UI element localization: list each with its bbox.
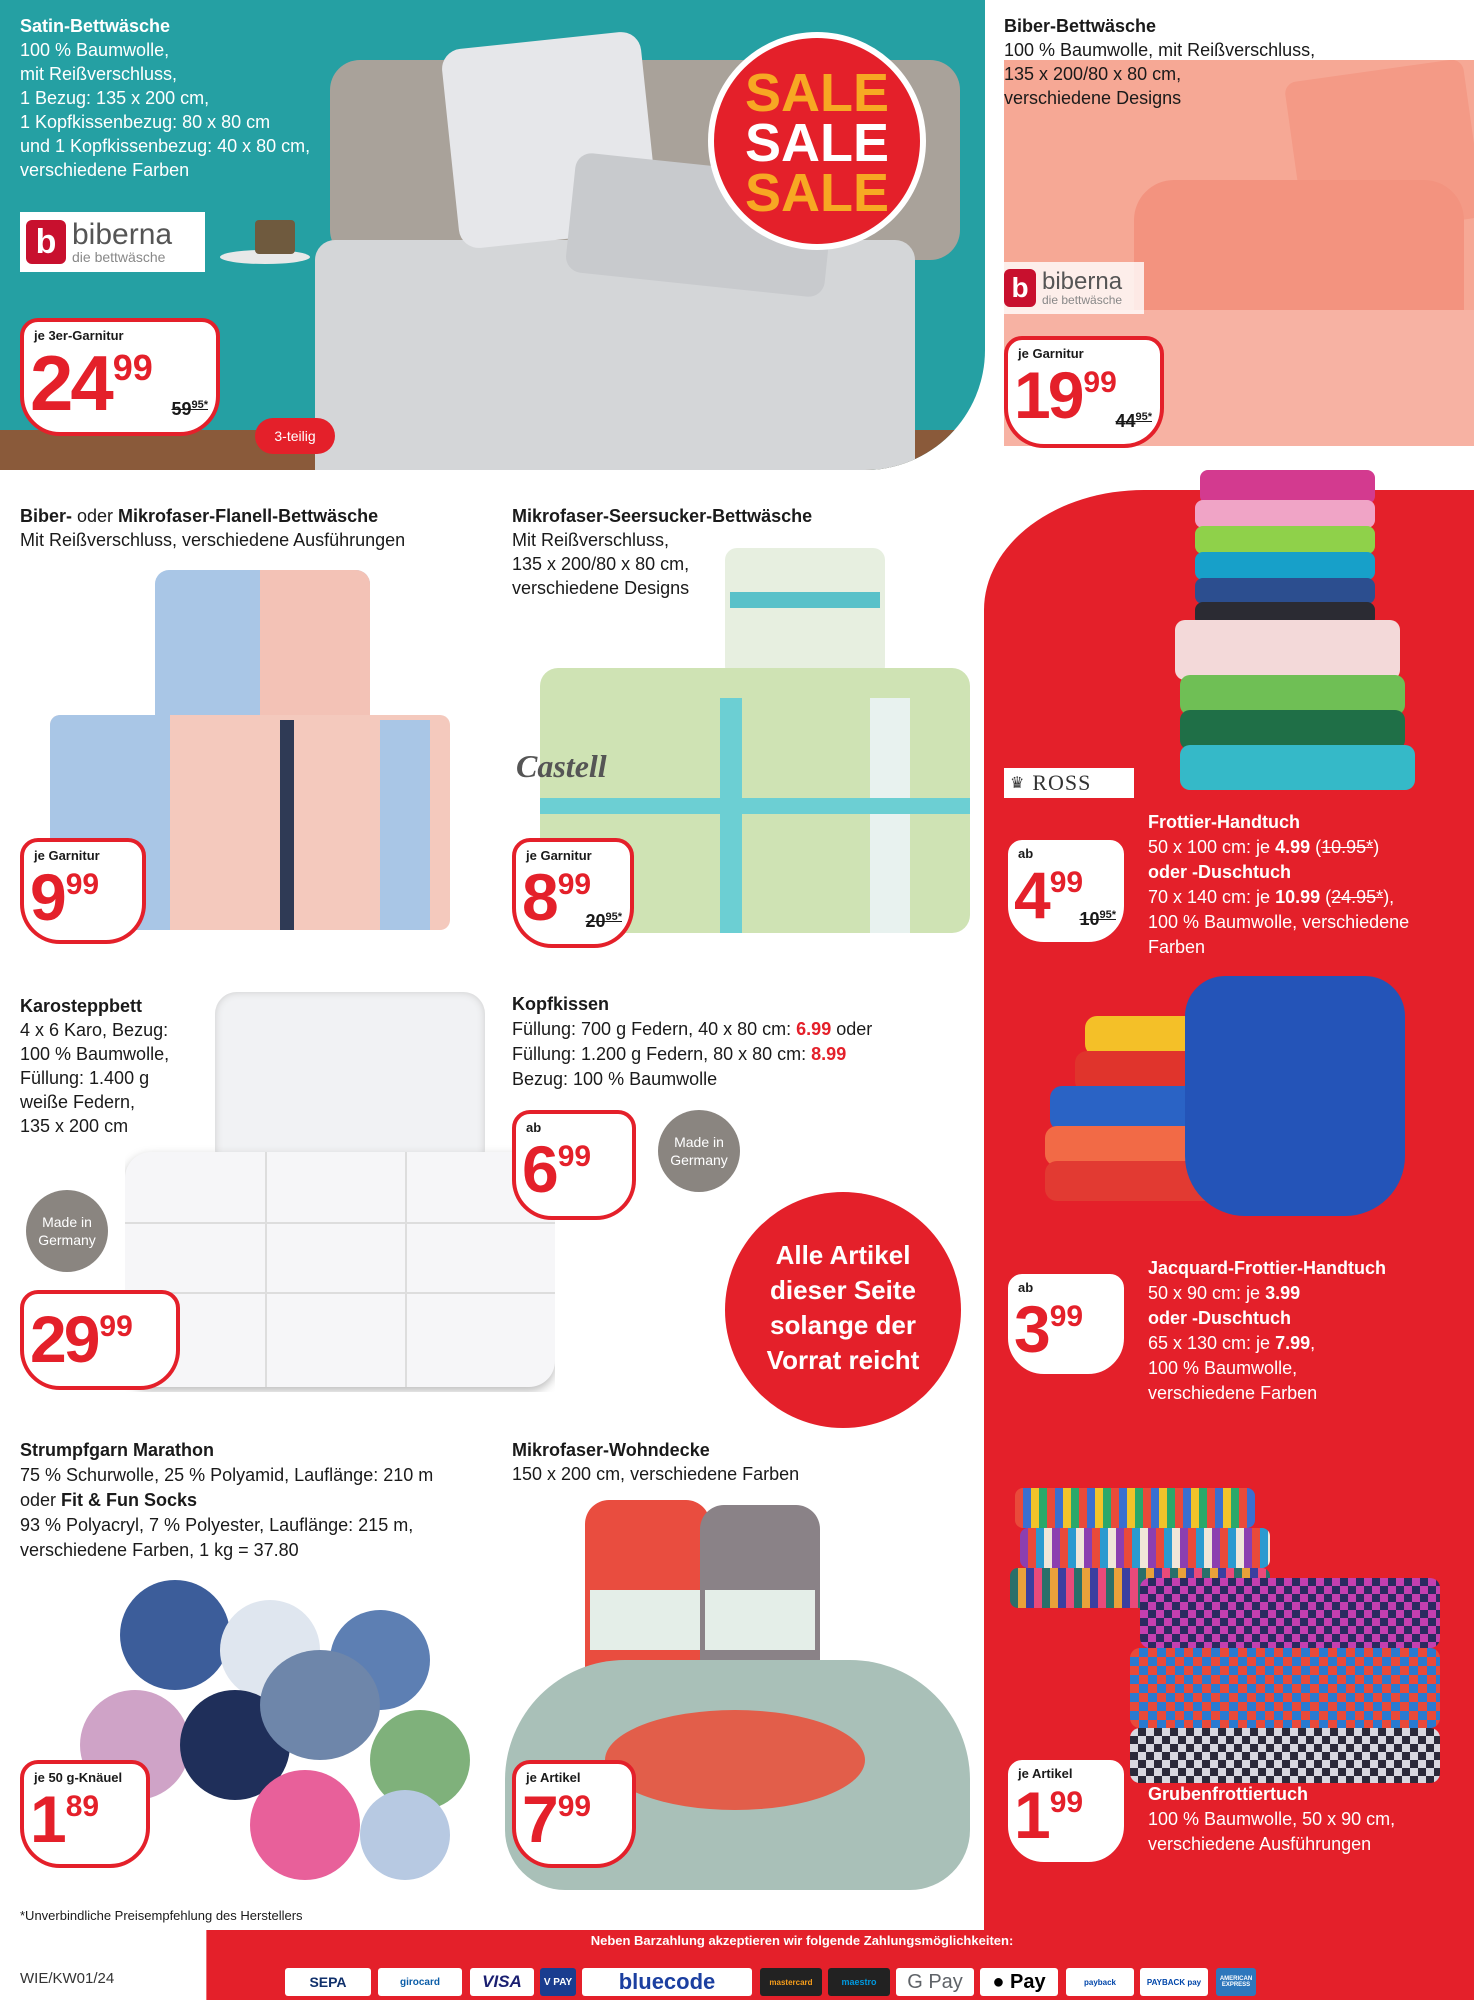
biber-desc-line: 100 % Baumwolle, mit Reißverschluss,: [1004, 40, 1316, 60]
frottier-l3e: ),: [1383, 887, 1395, 907]
jacquard-image: [1045, 976, 1415, 1216]
satin-desc-line: 1 Kopfkissenbezug: 80 x 80 cm: [20, 112, 271, 132]
disclaimer: *Unverbindliche Preisempfehlung des Herstellers: [20, 1908, 303, 1923]
kissen-l1c: oder: [831, 1019, 873, 1039]
flanell-title-c: Mikrofaser-Flanell-Bettwäsche: [118, 506, 379, 526]
biberna-name: biberna: [72, 218, 173, 251]
price-cents: 99: [557, 1140, 592, 1173]
payback-pay-icon: PAYBACK pay: [1140, 1968, 1208, 1996]
mastercard-icon: mastercard: [760, 1968, 822, 1996]
girocard-icon: girocard: [378, 1968, 462, 1996]
kissen-title: Kopfkissen: [512, 994, 610, 1014]
jacquard-text: [1148, 1256, 1386, 1406]
kissen-l2b: 8.99: [811, 1044, 847, 1064]
frottier-l1d: 10.95*: [1321, 837, 1374, 857]
frottier-l4: 100 % Baumwolle, verschiedene: [1148, 912, 1410, 932]
price-main: 1: [1014, 1778, 1048, 1852]
old-price-main: 20: [585, 911, 606, 931]
garn-l2a: oder: [20, 1490, 62, 1510]
old-price-cents: 95*: [1099, 909, 1116, 921]
gruben-image: [1010, 1478, 1450, 1788]
old-price-cents: 95*: [191, 399, 208, 411]
price-tag-label: je Garnitur: [1018, 346, 1084, 361]
kissen-l3: Bezug: 100 % Baumwolle: [512, 1069, 718, 1089]
old-price: [1079, 909, 1116, 930]
old-price-cents: 95*: [1135, 411, 1152, 423]
issue-code: WIE/KW01/24: [20, 1970, 115, 1987]
sale-badge: [708, 32, 926, 250]
amex-icon: AMERICAN EXPRESS: [1216, 1968, 1256, 1996]
price-cents: 99: [557, 868, 592, 901]
frottier-l1b: 4.99: [1275, 837, 1311, 857]
price-tag-label: je Artikel: [526, 1770, 581, 1785]
apple-icon: ●: [992, 1970, 1011, 1993]
vorrat-badge: [725, 1192, 961, 1428]
garn-l2b: Fit & Fun Socks: [61, 1490, 198, 1510]
sale-line: SALE: [744, 163, 890, 223]
biber-desc-line: 135 x 200/80 x 80 cm,: [1004, 64, 1182, 84]
google-pay-icon: G Pay: [896, 1968, 974, 1996]
payment-header: Neben Barzahlung akzeptieren wir folgende Zahlungsmöglichkeiten:: [590, 1933, 1014, 1948]
price-cents: 89: [65, 1790, 100, 1823]
wohndecke-title: Mikrofaser-Wohndecke: [512, 1440, 710, 1460]
frottier-l3a: 70 x 140 cm: je: [1148, 887, 1276, 907]
price-main: 4: [1014, 858, 1048, 932]
flanell-desc: Mit Reißverschluss, verschiedene Ausführungen: [20, 530, 406, 550]
jacquard-l5: verschiedene Farben: [1148, 1383, 1318, 1403]
price-main: 3: [1014, 1292, 1048, 1366]
garn-title: Strumpfgarn Marathon: [20, 1440, 215, 1460]
made-in-germany-badge: [26, 1190, 108, 1272]
vpay-icon: V PAY: [540, 1968, 576, 1996]
sale-line: SALE: [744, 113, 890, 173]
gruben-desc-line: 100 % Baumwolle, 50 x 90 cm,: [1148, 1809, 1396, 1829]
ross-name: ROSS: [1032, 770, 1092, 795]
price-main: 8: [522, 860, 556, 934]
made-in-germany-badge: [658, 1110, 740, 1192]
biberna-logo: [1000, 262, 1144, 314]
jacquard-price-tag: [1004, 1270, 1128, 1378]
biber-title: Biber-Bettwäsche: [1004, 16, 1157, 36]
old-price: [1115, 411, 1152, 432]
frottier-price-tag: [1004, 836, 1128, 946]
old-price-main: 59: [171, 399, 192, 419]
seersucker-title: Mikrofaser-Seersucker-Bettwäsche: [512, 506, 813, 526]
jacquard-l4: 100 % Baumwolle,: [1148, 1358, 1298, 1378]
payback-icon: payback: [1066, 1968, 1134, 1996]
old-price-main: 44: [1115, 411, 1136, 431]
price-tag-label: je Garnitur: [34, 848, 100, 863]
three-piece-pill: 3-teilig: [255, 418, 335, 454]
flanell-title-a: Biber-: [20, 506, 73, 526]
karo-price-tag: [20, 1290, 180, 1390]
garn-price-tag: [20, 1760, 150, 1868]
biberna-logo-icon: b: [1004, 269, 1036, 307]
karo-desc-line: weiße Federn,: [20, 1092, 136, 1112]
price-tag-label: ab: [526, 1120, 542, 1135]
jacquard-l2: oder -Duschtuch: [1148, 1308, 1292, 1328]
kissen-text: [512, 992, 872, 1092]
made-line: Made in: [674, 1134, 724, 1150]
frottier-l3d: 24.95*: [1331, 887, 1384, 907]
price-cents: 99: [1049, 1300, 1084, 1333]
karo-title: Karosteppbett: [20, 996, 143, 1016]
wohndecke-text: [512, 1438, 799, 1486]
satin-desc-line: 1 Bezug: 135 x 200 cm,: [20, 88, 210, 108]
frottier-l5: Farben: [1148, 937, 1206, 957]
old-price-main: 10: [1079, 909, 1100, 929]
jacquard-title: Jacquard-Frottier-Handtuch: [1148, 1258, 1387, 1278]
vorrat-line: Alle Artikel: [775, 1240, 911, 1270]
apple-pay-icon: [980, 1968, 1058, 1996]
satin-text: [20, 14, 310, 182]
jacquard-l3b: 7.99: [1275, 1333, 1311, 1353]
price-tag-label: ab: [1018, 1280, 1034, 1295]
satin-price-tag: [20, 318, 220, 436]
karo-image: [125, 992, 555, 1392]
made-line: Germany: [670, 1152, 728, 1168]
satin-title: Satin-Bettwäsche: [20, 16, 171, 36]
vorrat-line: solange der: [770, 1310, 916, 1340]
jacquard-l1a: 50 x 90 cm: je: [1148, 1283, 1266, 1303]
seersucker-price-tag: [512, 838, 634, 948]
vorrat-line: Vorrat reicht: [766, 1345, 920, 1375]
frottier-l2: oder -Duschtuch: [1148, 862, 1292, 882]
made-line: Germany: [38, 1232, 96, 1248]
satin-desc-line: 100 % Baumwolle,: [20, 40, 170, 60]
jacquard-l1b: 3.99: [1265, 1283, 1301, 1303]
gruben-title: Grubenfrottiertuch: [1148, 1784, 1308, 1804]
garn-l3: 93 % Polyacryl, 7 % Polyester, Lauflänge: 215 m,: [20, 1515, 414, 1535]
frottier-title: Frottier-Handtuch: [1148, 812, 1300, 832]
biber-text: [1004, 14, 1315, 110]
frottier-l1a: 50 x 100 cm: je: [1148, 837, 1276, 857]
flanell-text: [20, 504, 405, 552]
garn-text: [20, 1438, 433, 1563]
wohndecke-desc: 150 x 200 cm, verschiedene Farben: [512, 1464, 800, 1484]
sepa-icon: SEPA: [285, 1968, 371, 1996]
price-main: 19: [1014, 358, 1082, 432]
price-cents: 99: [65, 868, 100, 901]
karo-desc-line: Füllung: 1.400 g: [20, 1068, 150, 1088]
frottier-text: [1148, 810, 1409, 960]
vorrat-line: dieser Seite: [770, 1275, 916, 1305]
biberna-logo: [20, 212, 205, 272]
satin-desc-line: mit Reißverschluss,: [20, 64, 178, 84]
ross-crest-icon: ♛: [1010, 775, 1025, 792]
garn-l4: verschiedene Farben, 1 kg = 37.80: [20, 1540, 299, 1560]
maestro-icon: maestro: [828, 1968, 890, 1996]
kissen-l1a: Füllung: 700 g Federn, 40 x 80 cm:: [512, 1019, 797, 1039]
flanell-title-b: oder: [72, 506, 119, 526]
satin-desc-line: und 1 Kopfkissenbezug: 40 x 80 cm,: [20, 136, 311, 156]
jacquard-l3a: 65 x 130 cm: je: [1148, 1333, 1276, 1353]
biber-desc-line: verschiedene Designs: [1004, 88, 1182, 108]
frottier-l3c: (: [1320, 887, 1332, 907]
price-main: 9: [30, 860, 64, 934]
price-main: 24: [30, 339, 111, 427]
garn-l1: 75 % Schurwolle, 25 % Polyamid, Lauflänge: 210 m: [20, 1465, 434, 1485]
old-price: [171, 399, 208, 420]
price-main: 1: [30, 1782, 64, 1856]
karo-desc-line: 135 x 200 cm: [20, 1116, 129, 1136]
frottier-l1e: ): [1373, 837, 1380, 857]
jacquard-l3c: ,: [1310, 1333, 1316, 1353]
kissen-l2a: Füllung: 1.200 g Federn, 80 x 80 cm:: [512, 1044, 812, 1064]
wohndecke-price-tag: [512, 1760, 636, 1868]
seersucker-desc-line: 135 x 200/80 x 80 cm,: [512, 554, 690, 574]
karo-desc-line: 100 % Baumwolle,: [20, 1044, 170, 1064]
price-tag-label: je Garnitur: [526, 848, 592, 863]
price-main: 6: [522, 1132, 556, 1206]
sale-line: SALE: [744, 63, 890, 123]
bluecode-icon: bluecode: [582, 1968, 752, 1996]
satin-desc-line: verschiedene Farben: [20, 160, 190, 180]
apple-pay-label: Pay: [1010, 1970, 1046, 1993]
old-price: [585, 911, 622, 932]
seersucker-desc-line: Mit Reißverschluss,: [512, 530, 670, 550]
gruben-text: [1148, 1782, 1395, 1857]
biberna-name: biberna: [1042, 268, 1123, 295]
biberna-sub: die bettwäsche: [72, 249, 166, 265]
frottier-l3b: 10.99: [1275, 887, 1321, 907]
price-main: 29: [30, 1302, 98, 1376]
old-price-cents: 95*: [605, 911, 622, 923]
frottier-image: [1170, 470, 1420, 800]
gruben-price-tag: [1004, 1756, 1128, 1866]
price-cents: 99: [1049, 866, 1084, 899]
price-tag-label: je Artikel: [1018, 1766, 1073, 1781]
frottier-l1c: (: [1310, 837, 1322, 857]
kissen-l1b: 6.99: [796, 1019, 832, 1039]
made-line: Made in: [42, 1214, 92, 1230]
flanell-price-tag: [20, 838, 146, 944]
visa-icon: VISA: [470, 1968, 534, 1996]
price-tag-label: je 50 g-Knäuel: [34, 1770, 123, 1785]
castell-logo: Castell: [516, 748, 607, 784]
karo-desc-line: 4 x 6 Karo, Bezug:: [20, 1020, 169, 1040]
biberna-sub: die bettwäsche: [1042, 293, 1123, 307]
price-tag-label: ab: [1018, 846, 1034, 861]
gruben-desc-line: verschiedene Ausführungen: [1148, 1834, 1372, 1854]
ross-logo: [1004, 768, 1134, 798]
price-tag-label: je 3er-Garnitur: [34, 328, 124, 343]
seersucker-desc-line: verschiedene Designs: [512, 578, 690, 598]
price-cents: 99: [1049, 1786, 1084, 1819]
price-cents: 99: [557, 1790, 592, 1823]
kissen-price-tag: [512, 1110, 636, 1220]
price-cents: 99: [1083, 366, 1117, 399]
price-cents: 99: [99, 1310, 133, 1343]
biberna-logo-icon: b: [26, 220, 66, 264]
biber-price-tag: [1004, 336, 1164, 448]
price-cents: 99: [112, 347, 153, 388]
price-main: 7: [522, 1782, 556, 1856]
